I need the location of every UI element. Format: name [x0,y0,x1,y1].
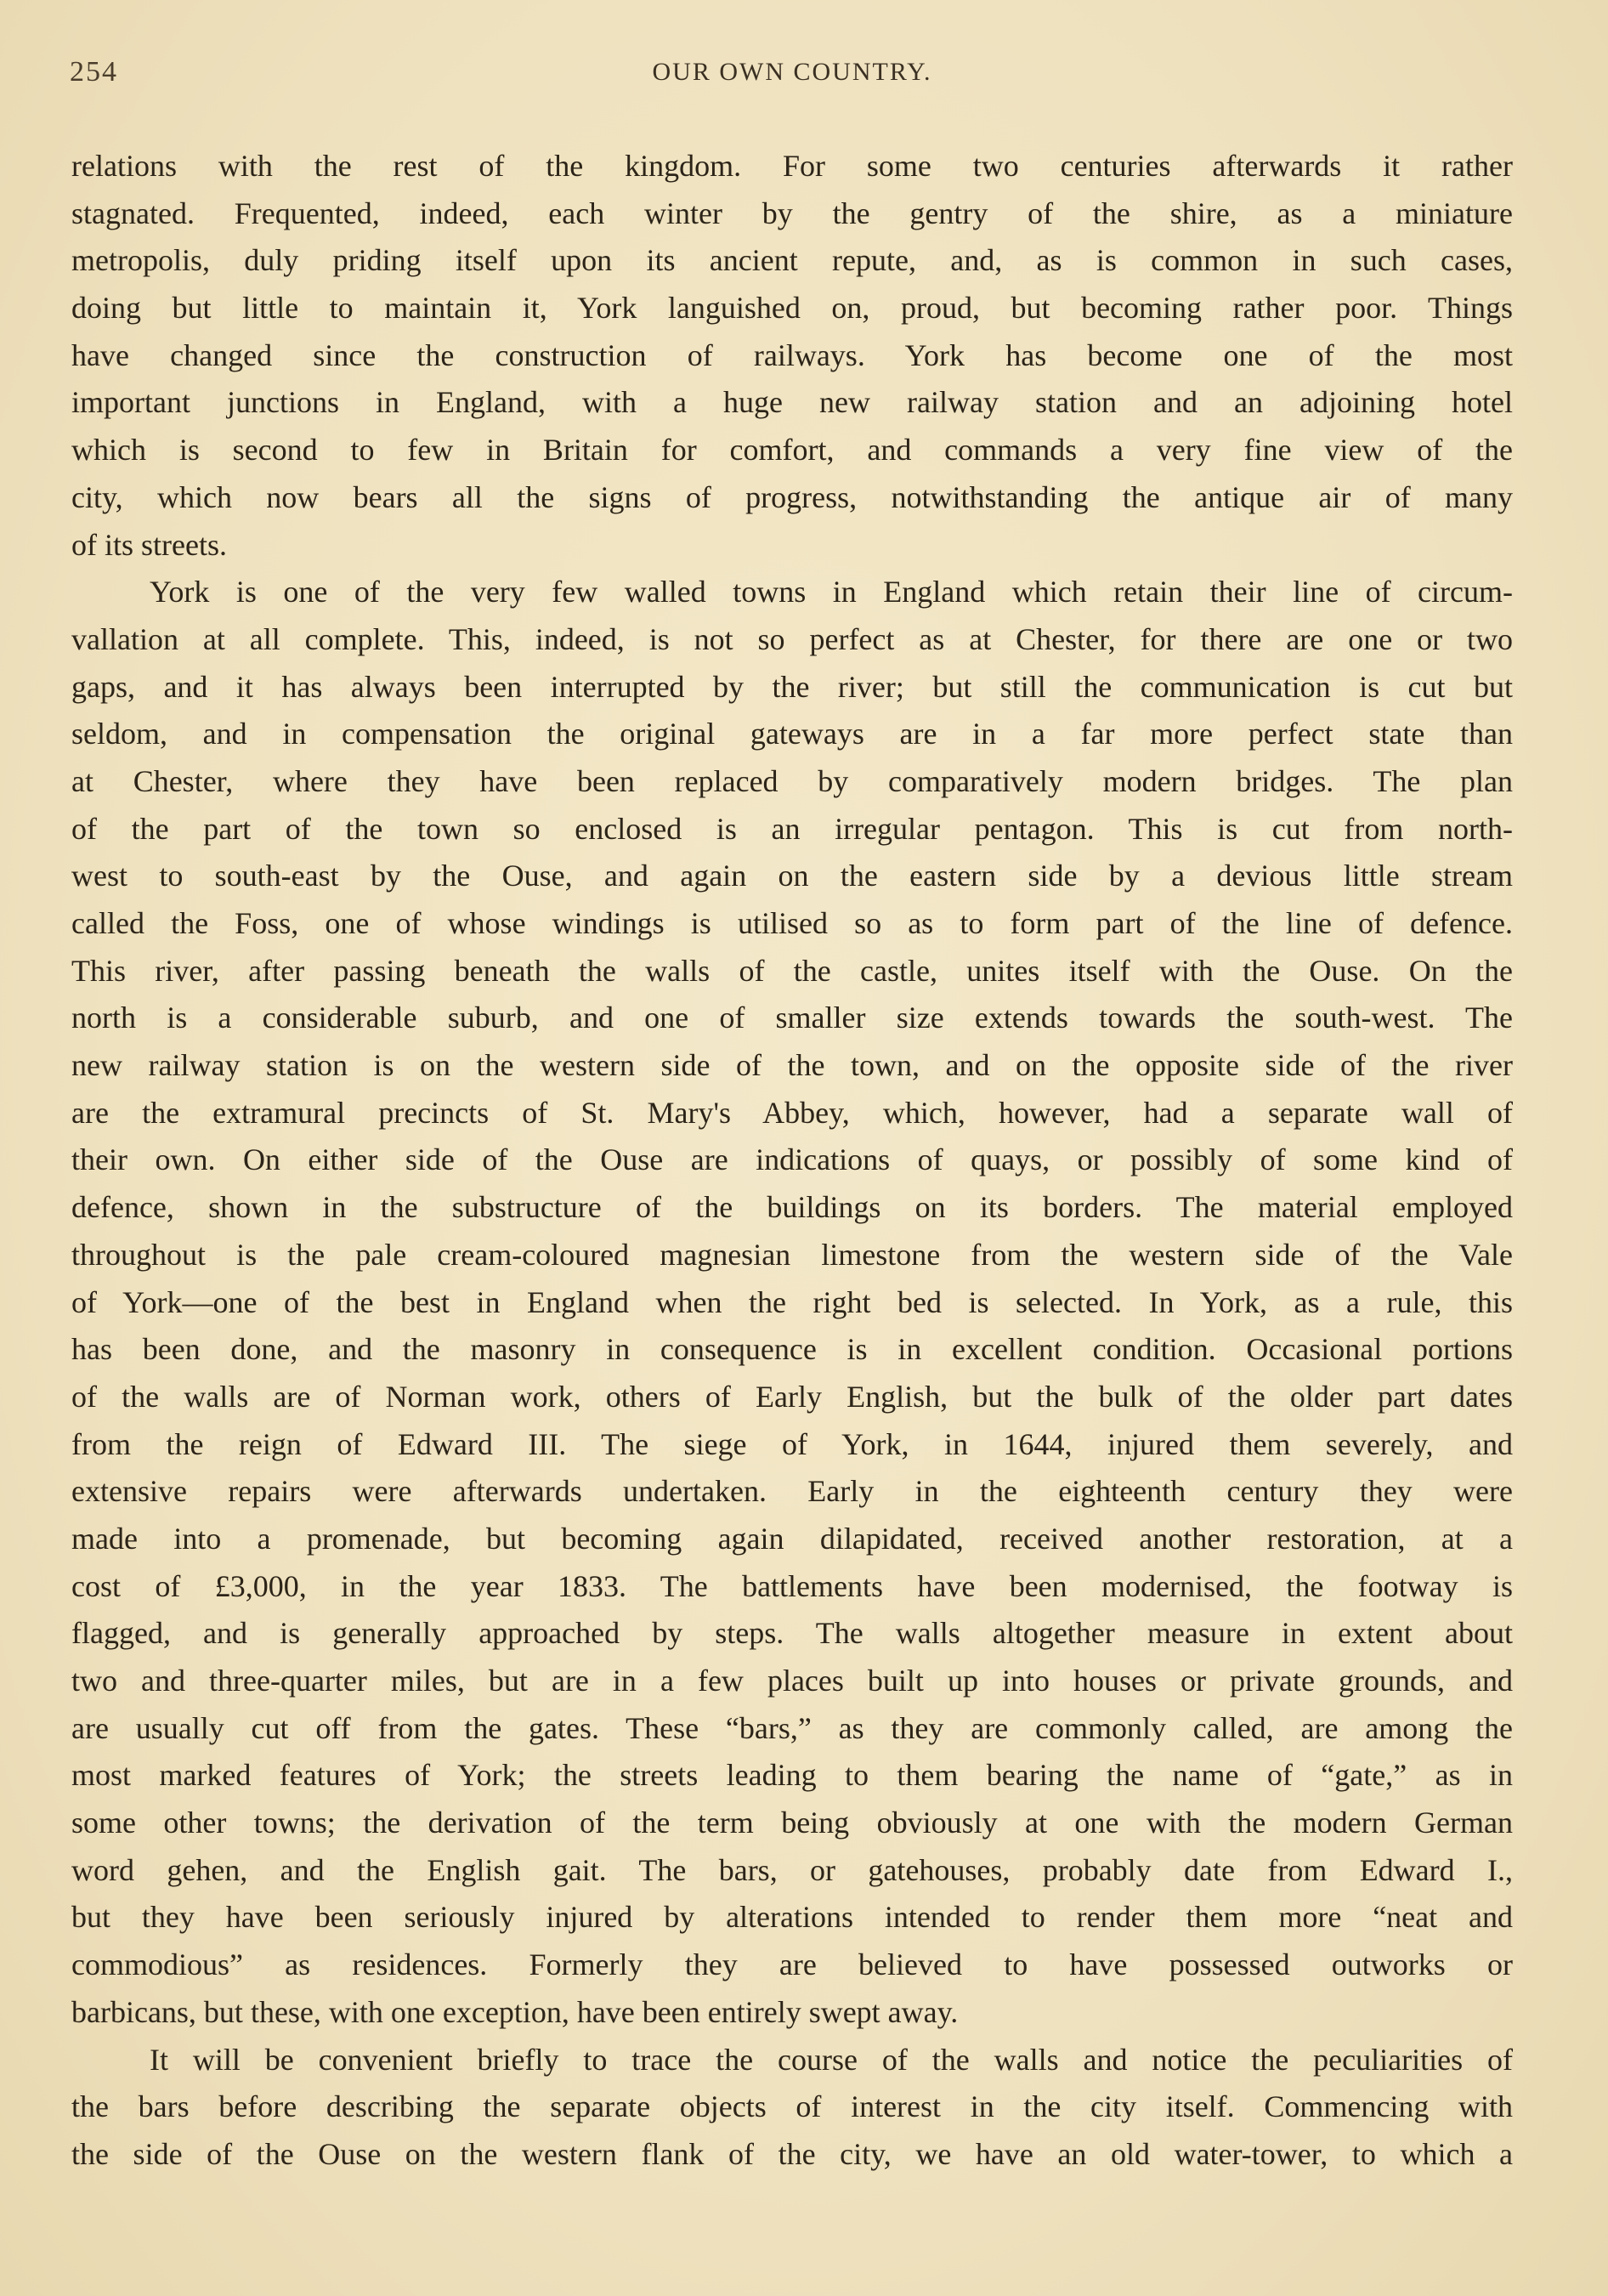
text-line: north is a considerable suburb, and one of smaller size extends towards the south-west. The [71,1001,1513,1035]
text-line: new railway station is on the western side of the town, and on the opposite side of the river [71,1048,1513,1083]
text-line: at Chester, where they have been replaced by comparatively modern bridges. The plan [71,763,1513,798]
text-line: stagnated. Frequented, indeed, each winter by the gentry of the shire, as a miniature [71,196,1513,230]
text-line: west to south-east by the Ouse, and again on the eastern side by a devious little stream [71,859,1513,893]
text-line: word gehen, and the English gait. The bars, or gatehouses, probably date from Edward I., [71,1852,1513,1887]
text-line: have changed since the construction of railways. York has become one of the most [71,337,1513,372]
text-line: important junctions in England, with a huge new railway station and an adjoining hotel [71,385,1513,420]
text-line: city, which now bears all the signs of progress, notwithstanding the antique air of many [71,479,1513,514]
text-line: This river, after passing beneath the walls of the castle, unites itself with the Ouse. On the [71,953,1513,988]
text-line: are the extramural precincts of St. Mary's Abbey, which, however, had a separate wall of [71,1095,1513,1130]
text-line: gaps, and it has always been interrupted by the river; but still the communication is cut but [71,669,1513,704]
text-line: but they have been seriously injured by alterations intended to render them more “neat and [71,1900,1513,1935]
text-line: two and three-quarter miles, but are in a few places built up into houses or private grounds, and [71,1664,1513,1698]
text-line: their own. On either side of the Ouse are indications of quays, or possibly of some kind of [71,1142,1513,1177]
text-line: York is one of the very few walled towns in England which retain their line of circum- [150,575,1513,609]
text-line: of the walls are of Norman work, others of Early English, but the bulk of the older part dates [71,1379,1513,1414]
running-title: OUR OWN COUNTRY. [652,58,932,86]
text-line: the bars before describing the separate objects of interest in the city itself. Commencing with [71,2089,1513,2124]
text-line: are usually cut off from the gates. These “bars,” as they are commonly called, are among the [71,1710,1513,1745]
text-line: made into a promenade, but becoming again dilapidated, received another restoration, at a [71,1521,1513,1556]
text-line: barbicans, but these, with one exception, have been entirely swept away. [71,1994,959,2029]
body-text [71,143,1513,2179]
text-line: flagged, and is generally approached by steps. The walls altogether measure in extent about [71,1616,1513,1651]
text-line: doing but little to maintain it, York languished on, proud, but becoming rather poor. Things [71,291,1513,326]
text-line: some other towns; the derivation of the term being obviously at one with the modern German [71,1806,1513,1840]
page-number: 254 [70,56,118,88]
text-line: vallation at all complete. This, indeed, is not so perfect as at Chester, for there are one or two [71,621,1513,656]
text-line: extensive repairs were afterwards undertaken. Early in the eighteenth century they were [71,1474,1513,1509]
text-line: called the Foss, one of whose windings is utilised so as to form part of the line of defence. [71,906,1513,940]
text-line: seldom, and in compensation the original gateways are in a far more perfect state than [71,717,1513,751]
text-line: the side of the Ouse on the western flank of the city, we have an old water-tower, to which a [71,2136,1513,2171]
text-line: from the reign of Edward III. The siege of York, in 1644, injured them severely, and [71,1426,1513,1461]
text-line: of its streets. [71,527,227,562]
text-line: relations with the rest of the kingdom. For some two centuries afterwards it rather [71,149,1513,183]
text-line: of the part of the town so enclosed is an irregular pentagon. This is cut from north- [71,811,1513,846]
text-line: has been done, and the masonry in consequence is in excellent condition. Occasional portions [71,1332,1513,1367]
text-line: of York—one of the best in England when the right bed is selected. In York, as a rule, this [71,1284,1513,1319]
text-line: defence, shown in the substructure of the buildings on its borders. The material employed [71,1190,1513,1225]
text-line: throughout is the pale cream-coloured magnesian limestone from the western side of the Vale [71,1237,1513,1272]
text-line: metropolis, duly priding itself upon its ancient repute, and, as is common in such cases, [71,243,1513,278]
text-line: commodious” as residences. Formerly they are believed to have possessed outworks or [71,1947,1513,1982]
text-line: cost of £3,000, in the year 1833. The battlements have been modernised, the footway is [71,1568,1513,1603]
text-line: which is second to few in Britain for comfort, and commands a very fine view of the [71,433,1513,468]
page-header [70,56,1515,99]
text-line: most marked features of York; the streets leading to them bearing the name of “gate,” as in [71,1758,1513,1793]
text-line: It will be convenient briefly to trace the course of the walls and notice the peculiarities of [150,2042,1513,2077]
